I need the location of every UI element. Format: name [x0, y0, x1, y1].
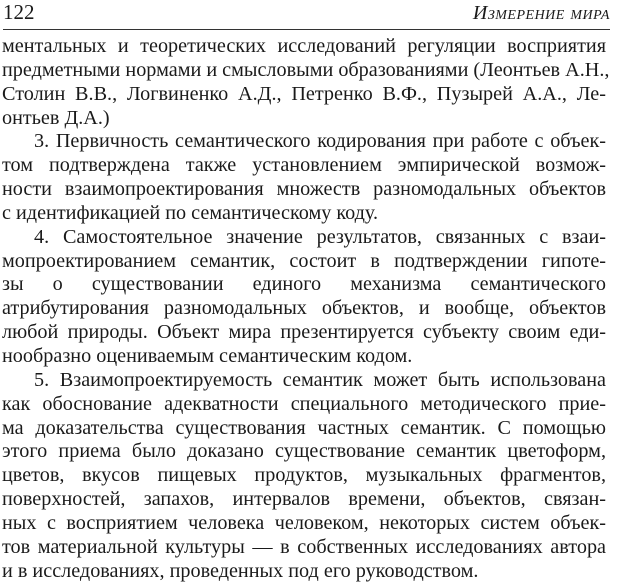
text-line: любой природы. Объект мира презентируется субъекту своим еди- — [2, 321, 606, 344]
body-text — [2, 35, 610, 583]
text-line: 3. Первичность семантического кодирования при работе с объек- — [34, 130, 606, 153]
text-line: тов материальной культуры — в собственных исследованиях автора — [2, 535, 606, 558]
text-line: ных с восприятием человека человеком, некоторых систем объек- — [2, 511, 606, 534]
text-line: предметными нормами и смысловыми образованиями (Леонтьев А.Н., — [2, 58, 610, 81]
text-line: с идентификацией по семантическому коду. — [2, 201, 379, 224]
page-number: 122 — [3, 0, 35, 24]
text-line: ности взаимопроектирования множеств разномодальных объектов — [2, 178, 606, 201]
text-line: нообразно оцениваемым семантическим кодом. — [2, 344, 413, 367]
text-line: онтьев Д.А.) — [2, 106, 110, 129]
text-line: и в исследованиях, проведенных под его руководством. — [2, 559, 479, 582]
running-title: Измерение мира — [472, 2, 610, 24]
text-line: Столин В.В., Логвиненко А.Д., Петренко В.Ф., Пузырей А.А., Ле- — [2, 82, 606, 105]
text-line: цветов, вкусов пищевых продуктов, музыкальных фрагментов, — [2, 464, 606, 487]
text-line: как обоснование адекватности специального методического прие- — [2, 392, 606, 415]
text-line: зы о существовании единого механизма семантического — [2, 273, 606, 296]
header-rule — [3, 29, 610, 30]
text-line: атрибутирования разномодальных объектов, и вообще, объектов — [2, 297, 606, 320]
text-line: поверхностей, запахов, интервалов времени, объектов, связан- — [2, 488, 606, 511]
text-line: том подтверждена также установлением эмпирической возмож- — [2, 154, 606, 177]
text-line: этого приема было доказано существование семантик цветоформ, — [2, 440, 606, 463]
text-line: 4. Самостоятельное значение результатов, связанных с взаи- — [34, 225, 606, 248]
text-line: ментальных и теоретических исследований регуляции восприятия — [2, 35, 606, 57]
text-line: 5. Взаимопроектируемость семантик может быть использована — [34, 368, 606, 391]
text-line: ма доказательства существования частных семантик. С помощью — [2, 416, 606, 439]
text-line: мопроектированием семантик, состоит в подтверждении гипоте- — [2, 249, 606, 272]
page-header — [3, 0, 610, 27]
